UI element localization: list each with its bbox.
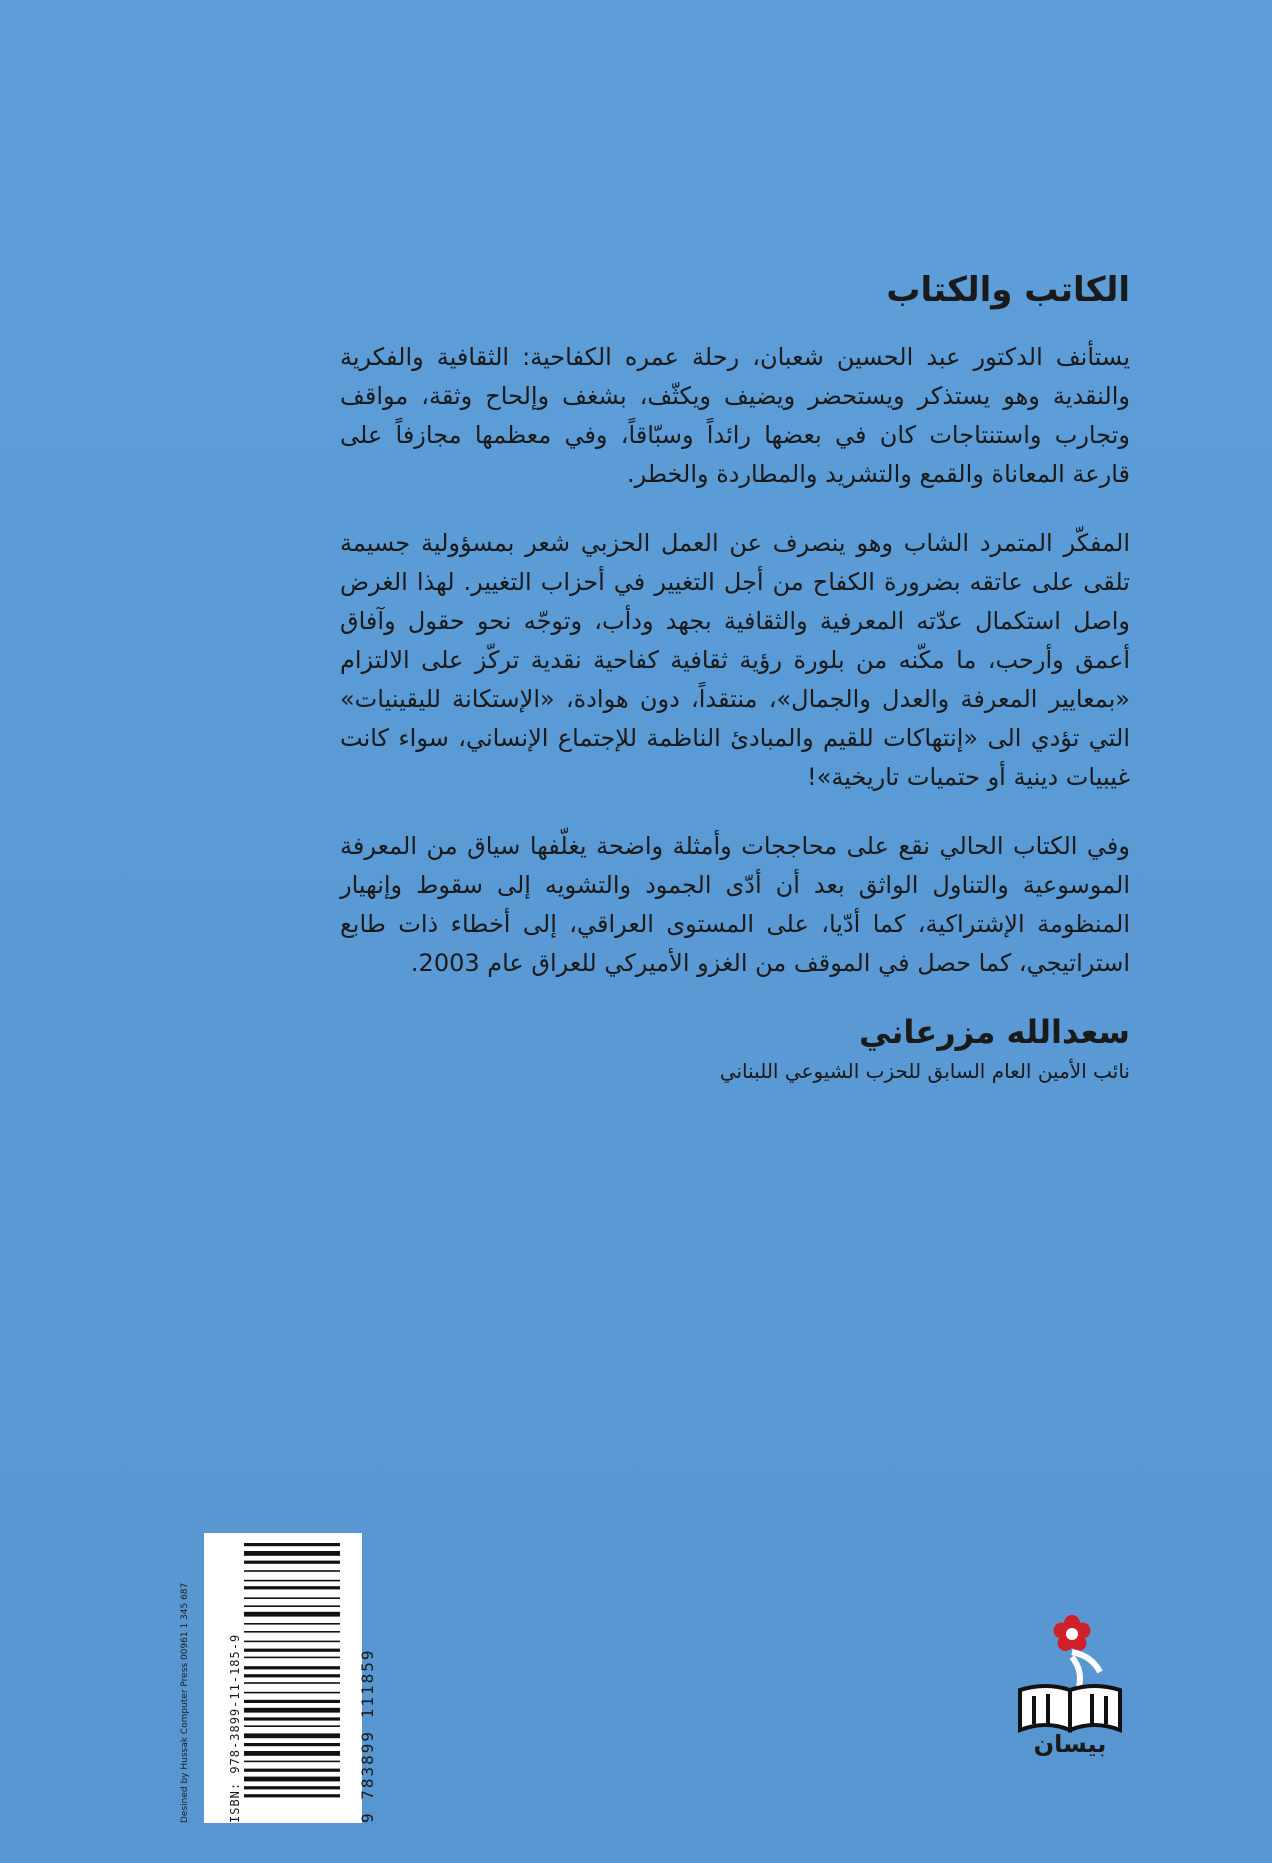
barcode-bar bbox=[244, 1743, 340, 1746]
blurb-paragraph-3: وفي الكتاب الحالي نقع على محاججات وأمثلة واضحة يغلّفها سياق من المعرفة الموسوعية والتناول الواثق بعد أن أدّى الجمود والتشويه إلى سقوط وإنهيار المنظومة الإشتراكية، كما أدّيا، على المستوى العراقي، إلى أخطاء ذات طابع استراتيجي، كما حصل في الموقف من الغزو الأميركي للعراق عام 2003. bbox=[340, 832, 1130, 977]
book-icon bbox=[1020, 1686, 1120, 1730]
barcode-bar bbox=[244, 1761, 340, 1763]
author-name: سعدالله مزرعاني bbox=[858, 1013, 1130, 1051]
barcode-bar bbox=[244, 1543, 340, 1546]
blurb-paragraph-1: يستأنف الدكتور عبد الحسين شعبان، رحلة عمره الكفاحية: الثقافية والفكرية والنقدية وهو يستذكر ويستحضر ويضيف ويكثّف، بشغف وإلحاح وثقة، مواقف وتجارب واستنتاجات كان في بعضها رائداً وسبّاقاً، وفي معظمها مجازفاً على قارعة المعاناة والقمع والتشريد والمطاردة والخطر. bbox=[340, 343, 1130, 488]
flower-book-icon bbox=[1012, 1612, 1130, 1742]
barcode-bar bbox=[244, 1641, 340, 1643]
barcode-bar bbox=[244, 1708, 340, 1713]
publisher-name: بيسان bbox=[1033, 1730, 1107, 1758]
barcode-bar bbox=[244, 1786, 340, 1789]
barcode-bar bbox=[244, 1623, 340, 1625]
barcode-bar bbox=[244, 1769, 340, 1772]
barcode-bar bbox=[244, 1794, 340, 1797]
barcode-bar bbox=[244, 1586, 340, 1589]
designer-credit-text: Desined by Hussak Computer Press 00961 1 345 687 bbox=[180, 1582, 190, 1823]
blurb bbox=[340, 270, 1130, 1083]
barcode-bar bbox=[244, 1551, 340, 1556]
barcode-bar bbox=[244, 1692, 340, 1694]
barcode bbox=[204, 1533, 377, 1823]
barcode-bar bbox=[244, 1682, 340, 1684]
blurb-paragraph-2: المفكّر المتمرد الشاب وهو ينصرف عن العمل الحزبي شعر بمسؤولية جسيمة تلقى على عاتقه بضرورة الكفاح من أجل التغيير في أحزاب التغيير. لهذا الغرض واصل استكمال عدّته المعرفية والثقافية بجهد ودأب، وتوجّه نحو حقول وآفاق أعمق وأرحب، ما مكّنه من بلورة رؤية ثقافية كفاحية نقدية تركّز على الالتزام «بمعايير المعرفة والعدل والجمال»، منتقداً، دون هوادة، «الإستكانة لليقينيات» التي تؤدي الى «إنتهاكات للقيم والمبادئ الناظمة للإجتماع الإنساني، سواء كانت غيبيات دينية أو حتميات تاريخية»! bbox=[340, 529, 1130, 791]
barcode-bar bbox=[244, 1700, 340, 1703]
flower-icon bbox=[1054, 1615, 1091, 1651]
barcode-bar bbox=[244, 1777, 340, 1782]
barcode-bar bbox=[244, 1570, 340, 1572]
barcode-bar bbox=[244, 1674, 340, 1677]
barcode-bar bbox=[244, 1631, 340, 1633]
blurb-heading: الكاتب والكتاب bbox=[886, 270, 1130, 310]
barcode-isbn: ISBN: 978-3899-11-185-9 bbox=[228, 1633, 242, 1823]
barcode-bar bbox=[244, 1725, 340, 1727]
barcode-bar bbox=[244, 1597, 340, 1599]
barcode-bar bbox=[244, 1666, 340, 1669]
barcode-bar bbox=[244, 1733, 340, 1738]
designer-credit bbox=[180, 1533, 200, 1823]
barcode-bar bbox=[244, 1649, 340, 1652]
barcode-bar bbox=[244, 1561, 340, 1564]
author-title: نائب الأمين العام السابق للحزب الشيوعي اللبناني bbox=[719, 1059, 1130, 1083]
barcode-bar bbox=[244, 1612, 340, 1617]
barcode-bar bbox=[244, 1657, 340, 1659]
barcode-bar bbox=[244, 1605, 340, 1607]
barcode-bar bbox=[244, 1751, 340, 1756]
barcode-bar bbox=[244, 1717, 340, 1720]
barcode-number: 9 783899 111859 bbox=[358, 1648, 377, 1823]
barcode-bar bbox=[244, 1580, 340, 1582]
